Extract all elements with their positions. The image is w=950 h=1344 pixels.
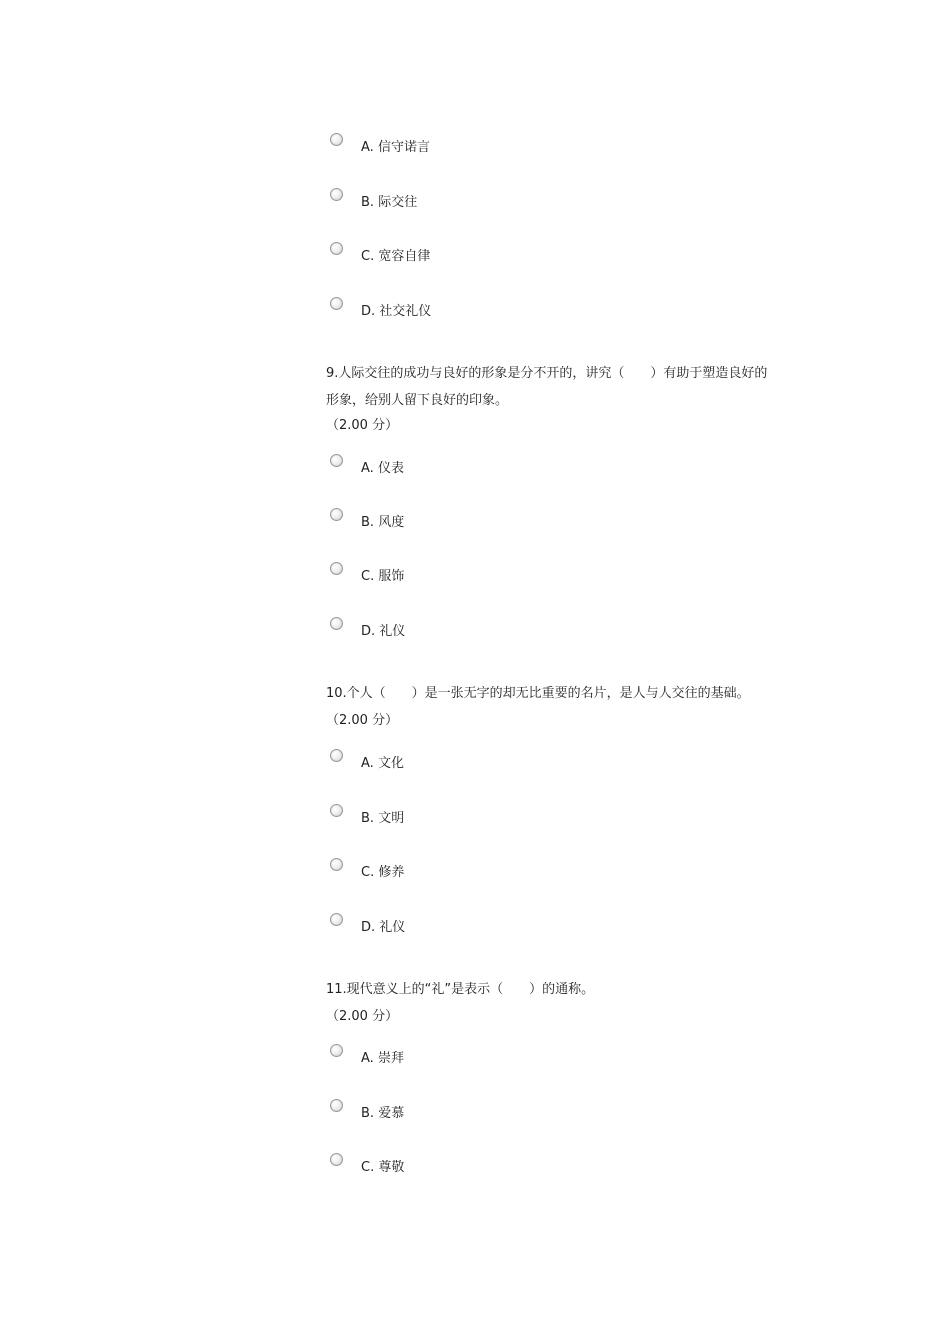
option-label: B. 风度 — [361, 515, 405, 530]
radio-button-icon[interactable] — [330, 297, 343, 310]
question-9-text — [326, 360, 826, 414]
q10-option-b[interactable] — [330, 804, 730, 834]
option-label: B. 文明 — [361, 811, 405, 826]
radio-button-icon[interactable] — [330, 749, 343, 762]
q11-option-c[interactable] — [330, 1153, 730, 1183]
option-label: C. 修养 — [361, 865, 405, 880]
question-line: 9.人际交往的成功与良好的形象是分不开的，讲究（ ）有助于塑造良好的 — [326, 366, 768, 381]
q10-option-c[interactable] — [330, 858, 730, 888]
question-9-score: （2.00 分） — [326, 418, 399, 433]
radio-button-icon[interactable] — [330, 508, 343, 521]
q9-option-d[interactable] — [330, 617, 730, 647]
radio-button-icon[interactable] — [330, 133, 343, 146]
radio-button-icon[interactable] — [330, 1153, 343, 1166]
q9-option-b[interactable] — [330, 508, 730, 538]
radio-button-icon[interactable] — [330, 242, 343, 255]
option-label: C. 尊敬 — [361, 1160, 405, 1175]
radio-button-icon[interactable] — [330, 188, 343, 201]
option-label: D. 社交礼仪 — [361, 304, 432, 319]
q11-option-b[interactable] — [330, 1099, 730, 1129]
option-label: C. 服饰 — [361, 569, 405, 584]
q9-option-a[interactable] — [330, 454, 730, 484]
radio-button-icon[interactable] — [330, 858, 343, 871]
option-label: A. 崇拜 — [361, 1051, 404, 1066]
question-line: 形象，给别人留下良好的印象。 — [326, 393, 509, 408]
question-10-score: （2.00 分） — [326, 713, 399, 728]
question-10-text — [326, 680, 826, 707]
option-label: A. 仪表 — [361, 461, 404, 476]
radio-button-icon[interactable] — [330, 562, 343, 575]
radio-button-icon[interactable] — [330, 1044, 343, 1057]
option-label: D. 礼仪 — [361, 624, 406, 639]
question-line: 10.个人（ ）是一张无字的却无比重要的名片，是人与人交往的基础。 — [326, 686, 750, 701]
q8-option-c[interactable] — [330, 242, 730, 272]
option-label: A. 信守诺言 — [361, 140, 430, 155]
q9-option-c[interactable] — [330, 562, 730, 592]
option-label: A. 文化 — [361, 756, 404, 771]
q8-option-b[interactable] — [330, 188, 730, 218]
option-label: B. 际交往 — [361, 195, 418, 210]
option-label: B. 爱慕 — [361, 1106, 405, 1121]
q10-option-a[interactable] — [330, 749, 730, 779]
q8-option-a[interactable] — [330, 133, 730, 163]
q11-option-a[interactable] — [330, 1044, 730, 1074]
question-11-text — [326, 976, 826, 1003]
q8-option-d[interactable] — [330, 297, 730, 327]
radio-button-icon[interactable] — [330, 454, 343, 467]
radio-button-icon[interactable] — [330, 804, 343, 817]
q10-option-d[interactable] — [330, 913, 730, 943]
radio-button-icon[interactable] — [330, 617, 343, 630]
radio-button-icon[interactable] — [330, 913, 343, 926]
question-11-score: （2.00 分） — [326, 1009, 399, 1024]
option-label: C. 宽容自律 — [361, 249, 431, 264]
radio-button-icon[interactable] — [330, 1099, 343, 1112]
question-line: 11.现代意义上的“礼”是表示（ ）的通称。 — [326, 982, 595, 997]
option-label: D. 礼仪 — [361, 920, 406, 935]
